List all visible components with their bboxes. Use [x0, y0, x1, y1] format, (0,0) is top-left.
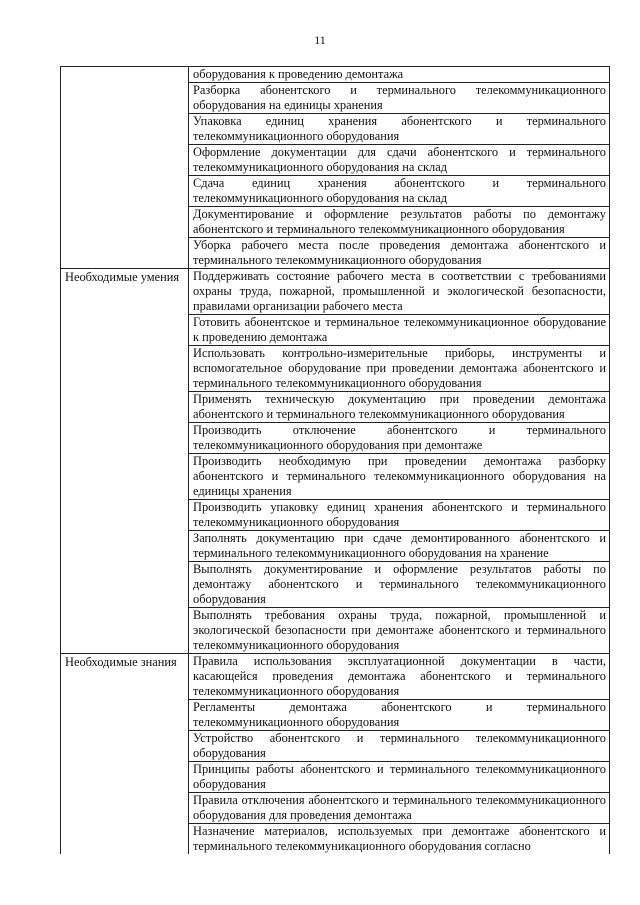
table-row: Выполнять требования охраны труда, пожарной, промышленной и экологической безопасности при демонтаже абонентского и терминального телекоммуникационного оборудования — [189, 607, 609, 653]
table-row: Заполнять документацию при сдаче демонтированного абонентского и терминального телекоммуникационного оборудования на хранение — [189, 530, 609, 561]
table-row: Использовать контрольно-измерительные приборы, инструменты и вспомогательное оборудование при проведении демонтажа абонентского и терминального телекоммуникационного оборудования — [189, 345, 609, 391]
section-skills — [61, 268, 609, 653]
table-row: Готовить абонентское и терминальное телекоммуникационное оборудование к проведению демонтажа — [189, 314, 609, 345]
section-items — [189, 67, 609, 268]
page-number: 11 — [314, 33, 326, 47]
table-row: Производить отключение абонентского и терминального телекоммуникационного оборудования при демонтаже — [189, 422, 609, 453]
section-knowledge — [61, 653, 609, 854]
requirements-table — [60, 66, 610, 854]
section-labor-actions — [61, 66, 609, 268]
table-row: Поддерживать состояние рабочего места в соответствии с требованиями охраны труда, пожарной, промышленной и экологической безопасности, правилами организации рабочего места — [193, 269, 606, 313]
table-row: Правила использования эксплуатационной документации в части, касающейся проведения демонтажа абонентского и терминального телекоммуникационного оборудования — [193, 654, 606, 698]
table-row: Правила отключения абонентского и терминального телекоммуникационного оборудования для проведения демонтажа — [189, 792, 609, 823]
section-label-skills: Необходимые умения — [61, 269, 189, 653]
section-items — [189, 654, 609, 854]
table-row: Принципы работы абонентского и терминального телекоммуникационного оборудования — [189, 761, 609, 792]
table-row: Сдача единиц хранения абонентского и терминального телекоммуникационного оборудования на склад — [189, 175, 609, 206]
table-row: Производить необходимую при проведении демонтажа разборку абонентского и терминального телекоммуникационного оборудования на единицы хранения — [189, 453, 609, 499]
table-row: Назначение материалов, используемых при демонтаже абонентского и терминального телекоммуникационного оборудования согласно — [189, 823, 609, 854]
table-row: оборудования к проведению демонтажа — [193, 67, 404, 81]
table-row: Разборка абонентского и терминального телекоммуникационного оборудования на единицы хранения — [189, 82, 609, 113]
table-row: Устройство абонентского и терминального телекоммуникационного оборудования — [189, 730, 609, 761]
section-items — [189, 269, 609, 653]
table-row: Упаковка единиц хранения абонентского и терминального телекоммуникационного оборудования — [189, 113, 609, 144]
table-row: Оформление документации для сдачи абонентского и терминального телекоммуникационного оборудования на склад — [189, 144, 609, 175]
table-row: Уборка рабочего места после проведения демонтажа абонентского и терминального телекоммуникационного оборудования — [189, 237, 609, 268]
table-row: Производить упаковку единиц хранения абонентского и терминального телекоммуникационного оборудования — [189, 499, 609, 530]
section-label-knowledge: Необходимые знания — [61, 654, 189, 854]
table-row: Применять техническую документацию при проведении демонтажа абонентского и терминального телекоммуникационного оборудования — [189, 391, 609, 422]
section-label — [61, 67, 189, 268]
table-row: Документирование и оформление результатов работы по демонтажу абонентского и терминального телекоммуникационного оборудования — [189, 206, 609, 237]
table-row: Регламенты демонтажа абонентского и терминального телекоммуникационного оборудования — [189, 699, 609, 730]
table-row: Выполнять документирование и оформление результатов работы по демонтажу абонентского и терминального телекоммуникационного оборудования — [189, 561, 609, 607]
